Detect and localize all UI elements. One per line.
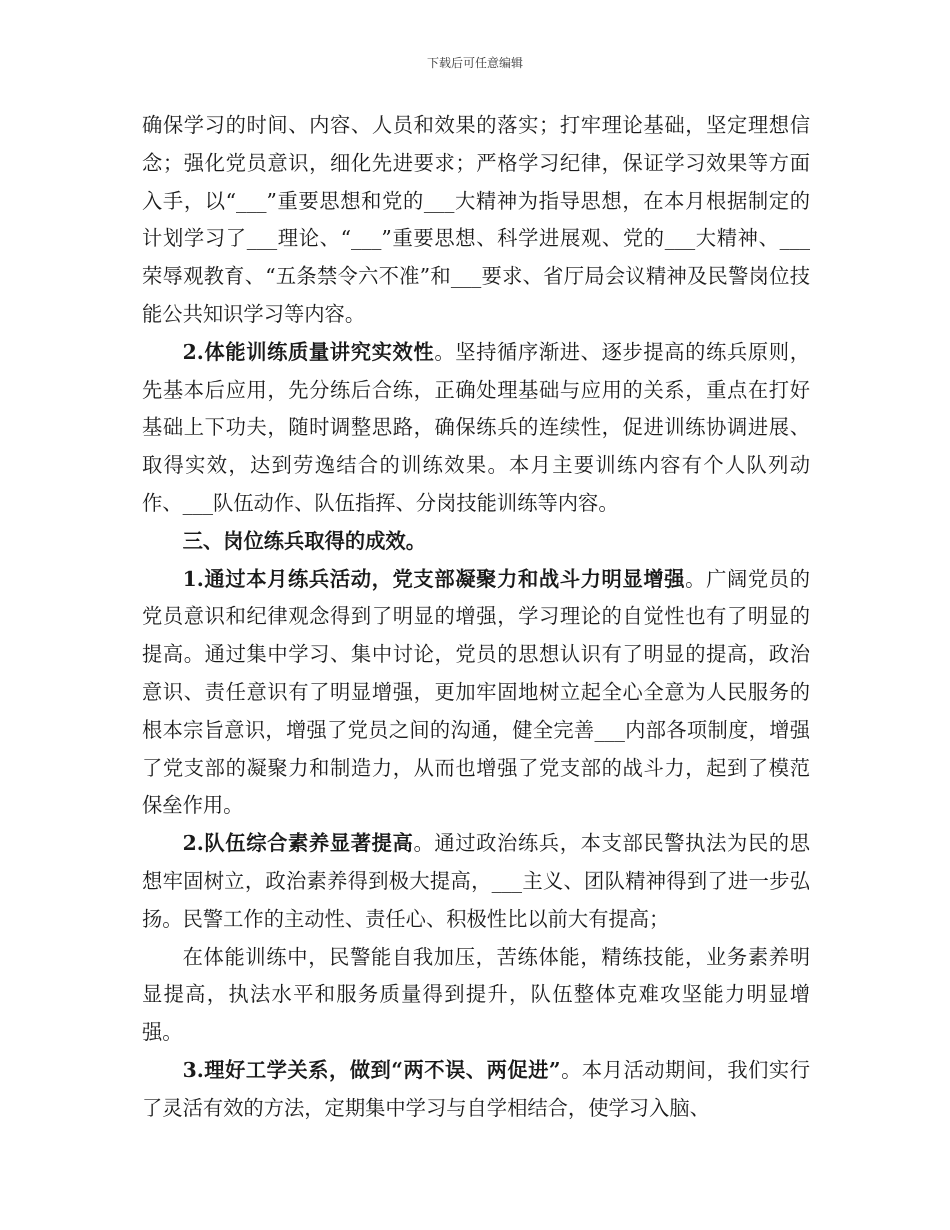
section-heading-results: 三、岗位练兵取得的成效。 — [182, 528, 426, 553]
paragraph-text: 。广阔党员的党员意识和纪律观念得到了明显的增强，学习理论的自觉性也有了明显的提高。通过集中学习、集中讨论，党员的思想认识有了明显的提高，政治意识、责任意识有了明显增强，更加牢固地树立起全心全意为人民服务的根本宗旨意识，增强了党员之间的沟通，健全完善___内部各项制度，增强了党支部的凝聚力和制造力，从而也增强了党支部的战斗力，起到了模范保垒作用。 — [142, 566, 810, 818]
document-body — [142, 107, 810, 1128]
paragraph-party-branch — [142, 561, 810, 826]
paragraph-heading: 2.队伍综合素养显著提高 — [182, 831, 414, 856]
paragraph-heading: 2.体能训练质量讲究实效性 — [182, 339, 435, 364]
paragraph-heading: 1.通过本月练兵活动，党支部凝聚力和战斗力明显增强 — [182, 566, 686, 591]
paragraph-physical-training — [142, 334, 810, 523]
paragraph-text: 。本月活动期间，我们实行了灵活有效的方法，定期集中学习与自学相结合，使学习入脑、 — [142, 1057, 810, 1120]
paragraph-heading: 3.理好工学关系，做到“两不误、两促进” — [182, 1057, 561, 1082]
page-header: 下载后可任意编辑 — [426, 56, 523, 70]
paragraph-work-study — [142, 1052, 810, 1128]
paragraph-team-quality — [142, 825, 810, 938]
paragraph-physical-results: 在体能训练中，民警能自我加压，苦练体能，精练技能，业务素养明显提高，执法水平和服务质量得到提升，队伍整体克难攻坚能力明显增强。 — [142, 944, 810, 1045]
paragraph-text: 。通过政治练兵，本支部民警执法为民的思想牢固树立，政治素养得到极大提高，___主义、团队精神得到了进一步弘扬。民警工作的主动性、责任心、积极性比以前大有提高； — [142, 831, 810, 931]
paragraph-study-content: 确保学习的时间、内容、人员和效果的落实；打牢理论基础，坚定理想信念；强化党员意识，细化先进要求；严格学习纪律，保证学习效果等方面入手，以“___”重要思想和党的___大精神为指导思想，在本月根据制定的计划学习了___理论、“___”重要思想、科学进展观、党的___大精神、___荣辱观教育、“五条禁令六不准”和___要求、省厅局会议精神及民警岗位技能公共知识学习等内容。 — [142, 113, 810, 326]
paragraph-text: 。坚持循序渐进、逐步提高的练兵原则，先基本后应用，先分练后合练，正确处理基础与应用的关系，重点在打好基础上下功夫，随时调整思路，确保练兵的连续性，促进训练协调进展、取得实效，达到劳逸结合的训练效果。本月主要训练内容有个人队列动作、___队伍动作、队伍指挥、分岗技能训练等内容。 — [142, 339, 810, 515]
